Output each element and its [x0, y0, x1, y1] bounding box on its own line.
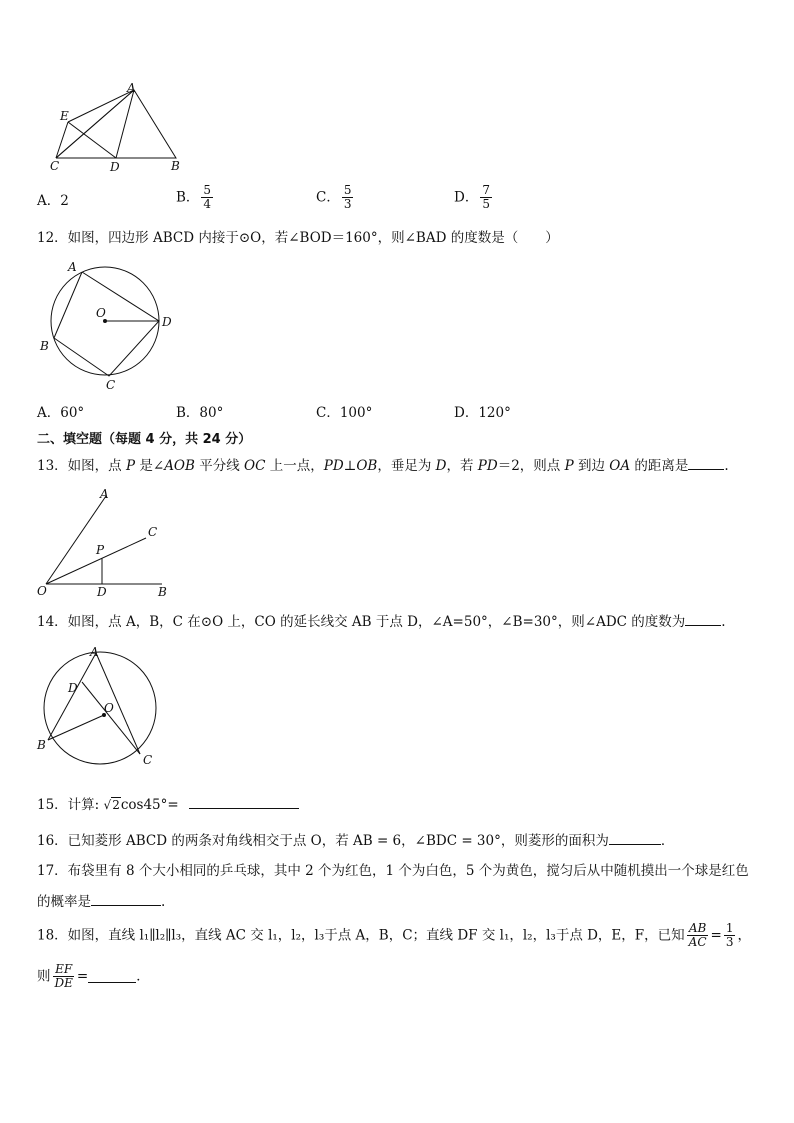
answer-blank[interactable] — [688, 457, 724, 470]
fraction-1-3: $\frac{1}{3}$ — [725, 921, 734, 949]
q12-option-b: B．80° — [176, 405, 224, 421]
label-a: A — [68, 260, 77, 274]
q16-text: 16．已知菱形 ABCD 的两条对角线相交于点 O，若 AB = 6，∠BDC = 30°，则菱形的面积为 ． — [37, 833, 675, 849]
label-o: O — [37, 584, 47, 598]
label-a: A — [90, 645, 99, 659]
q15-text: 15．计算: √2cos45°= — [37, 796, 299, 814]
q12-text: 12．如图，四边形 ABCD 内接于⊙O，若∠BOD＝160°，则∠BAD 的度数是（ ） — [37, 230, 559, 246]
segment-ed — [68, 122, 116, 158]
q14-text: 14．如图，点 A，B，C 在⊙O 上，CO 的延长线交 AB 于点 D，∠A=50°，∠B=30°，则∠ADC 的度数为 . — [37, 614, 726, 630]
q18-line1: 18．如图，直线 l₁∥l₂∥l₃，直线 AC 交 l₁，l₂，l₃于点 A，B，C；直线 DF 交 l₁，l₂，l₃于点 D，E，F，已知 $\frac{AB}{AC}$ = $\frac{1}{3}$ ， — [37, 921, 751, 949]
label-a: A — [127, 82, 136, 95]
segment-ab — [48, 653, 96, 740]
figure-q12 — [36, 256, 176, 392]
quad-abcd — [54, 272, 159, 376]
fraction-ab-ac: $\frac{AB}{AC}$ — [688, 921, 707, 949]
label-d: D — [68, 681, 78, 695]
triangle-acb — [56, 90, 176, 158]
segment-ac — [96, 653, 140, 754]
q12-option-a: A．60° — [37, 405, 85, 421]
answer-blank[interactable] — [189, 796, 299, 809]
q17-line1: 17．布袋里有 8 个大小相同的乒乓球，其中 2 个为红色，1 个为白色，5 个为黄色，搅匀后从中随机摸出一个球是红色 — [37, 863, 749, 879]
segment-cd — [82, 682, 140, 754]
fraction-5-3: $\frac{5}{3}$ — [343, 183, 352, 211]
q11-option-d: D． $\frac{7}{5}$ — [454, 183, 490, 211]
label-c: C — [50, 159, 60, 173]
label-b: B — [37, 738, 46, 752]
fraction-5-4: $\frac{5}{4}$ — [203, 183, 212, 211]
figure-q14 — [34, 644, 174, 772]
label-o: O — [96, 306, 106, 320]
q12-option-c: C．100° — [316, 405, 373, 421]
q18-line2: 则 $\frac{EF}{DE}$ = ． — [37, 962, 150, 990]
label-c: C — [148, 525, 158, 539]
answer-blank[interactable] — [685, 613, 721, 626]
label-b: B — [40, 339, 49, 353]
label-c: C — [106, 378, 116, 392]
label-o: O — [104, 701, 114, 715]
label-b: B — [171, 159, 180, 173]
label-c: C — [143, 753, 153, 767]
section-heading: 二、填空题（每题 4 分，共 24 分） — [37, 432, 252, 447]
label-d: D — [110, 160, 120, 174]
q12-option-d: D．120° — [454, 405, 511, 421]
segment-da — [116, 90, 134, 158]
label-d: D — [162, 315, 172, 329]
circle-o — [44, 652, 156, 764]
figure-q11 — [40, 82, 190, 174]
q11-option-c: C． $\frac{5}{3}$ — [316, 183, 352, 211]
q11-option-a: A．2 — [37, 193, 69, 209]
q11-option-b: B． $\frac{5}{4}$ — [176, 183, 212, 211]
sqrt-2: √2 — [103, 798, 120, 812]
answer-blank[interactable] — [609, 832, 661, 845]
label-b: B — [158, 585, 167, 599]
answer-blank[interactable] — [91, 893, 161, 906]
label-e: E — [60, 109, 69, 123]
answer-blank[interactable] — [88, 970, 136, 983]
segment-ea — [68, 90, 134, 122]
fraction-ef-de: $\frac{EF}{DE}$ — [54, 962, 73, 990]
ray-oa — [46, 496, 106, 584]
label-a: A — [100, 487, 109, 501]
q13-text: 13．如图，点 P 是∠AOB 平分线 OC 上一点，PD⊥OB，垂足为 D，若 PD＝2，则点 P 到边 OA 的距离是 . — [37, 458, 729, 474]
label-d: D — [97, 585, 107, 599]
q17-line2: 的概率是 . — [37, 894, 166, 910]
label-p: P — [96, 543, 105, 557]
figure-q13 — [34, 484, 184, 600]
fraction-7-5: $\frac{7}{5}$ — [482, 183, 490, 211]
segment-bo — [48, 715, 104, 740]
